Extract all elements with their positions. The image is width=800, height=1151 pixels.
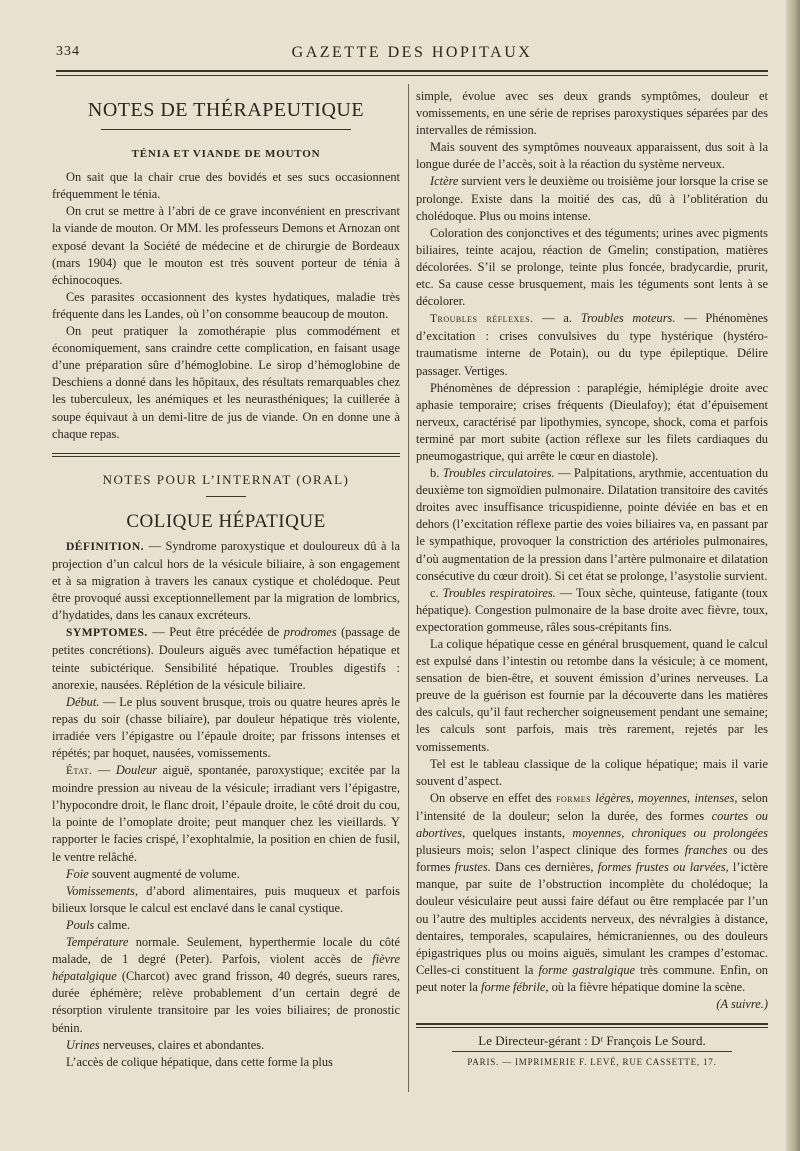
section-title-therapeutique: NOTES DE THÉRAPEUTIQUE — [87, 99, 365, 121]
section-separator — [52, 453, 400, 457]
paragraph-temperature: Température normale. Seulement, hyperthermie locale du côté malade, de 1 degré (Peter). Parfois, violent accès de fièvre hépatalgique (Charcot) avec grand frisson, 40 degrés, sueurs rares, durée éphémère; relève probablement d’un certain degré de résorption virulente transitoire par les voies biliaires; de pronostic bénin. — [52, 935, 400, 1035]
paragraph-pouls: Pouls calme. — [66, 917, 131, 932]
paragraph-etat: État. — Douleur aiguë, spontanée, paroxystique; excitée par la moindre pression au niveau de la vésicule; irradiant vers l’épigastre, l’hypocondre droit, le flanc droit, l’épaule droite, le côté droit du cou, la pointe de l’omoplate droite; peut manquer chez les vieillards. Y rapporter le facies crispé, l’exophtalmie, la position en chien de fusil, le ventre relâché. — [52, 763, 400, 864]
right-column — [416, 88, 768, 1071]
page-edge-shadow — [786, 0, 800, 1151]
section-heading-internat: NOTES POUR L’INTERNAT (ORAL) — [102, 471, 350, 487]
small-rule — [206, 496, 246, 497]
page-header — [56, 44, 768, 64]
paragraph-foie: Foie souvent augmenté de volume. — [66, 866, 240, 881]
paragraph-vomissements: Vomissements, d’abord alimentaires, puis muqueux et parfois bilieux lorsque le calcul est enclavé dans le canal cystique. — [52, 883, 400, 915]
paragraph-respiratoires: c. Troubles respiratoires. — Toux sèche, quinteuse, fatigante (toux hépatique). Congestion pulmonaire de la base droite avec fièvre, toux, expectoration gommeuse, râles sous-crépitants fins. — [416, 585, 768, 634]
paragraph-formes: On observe en effet des formes légères, moyennes, intenses, selon l’intensité de la douleur; selon la durée, des formes courtes ou abortives, quelques instants, moyennes, chroniques ou prolongées plusieurs mois; selon l’aspect clinique des formes franches ou des formes frustes. Dans ces dernières, formes frustes ou larvées, l’ictère manque, par suite de l’obstruction incomplète du cholédoque; la douleur vésiculaire peut aussi faire défaut ou être remplacée par l’un ou l’autre des multiples accidents nerveux, des névralgies à distance, dentaires, temporales, scapulaires, hémicraniennes, ou des douleurs épigastriques plus ou moins aiguës, simulant les crampes d’estomac. Celles-ci constituent la forme gastralgique très commune. Enfin, on peut noter la forme fébrile, où la fièvre hépatique domine la scène. (A suivre.) — [416, 790, 768, 996]
a-suivre: (A suivre.) — [716, 996, 768, 1011]
symptomes-label: SYMPTOMES. — [66, 627, 148, 640]
header-rule-thin — [56, 75, 768, 76]
paragraph-ictere: Ictère survient vers le deuxième ou troisième jour lorsque la crise se prolonge. Existe dans la moitié des cas, dû à l’oblitération du cholédoque. Plus ou moins intense. — [416, 174, 768, 223]
page-number: 334 — [56, 44, 80, 59]
directeur-gerant: Le Directeur-gérant : Dʳ François Le Sourd. — [478, 1033, 706, 1049]
paragraph: Coloration des conjonctives et des téguments; urines avec pigments biliaires, teinte acajou, réaction de Gmelin; constipation, matières décolorées. S’il se prolonge, teinte plus foncée, bradycardie, prurit, etc. Sa cause cesse brusquement, mais les téguments sont lents à se décolorer. — [416, 225, 768, 309]
paragraph-symptomes: SYMPTOMES. — Peut être précédée de prodromes (passage de petites concrétions). Douleurs aiguës avec tuméfaction hépatique et teinte subictérique. Sensibilité hépatique. Troubles digestifs : anorexie, nausées. Réplétion de la vésicule biliaire. — [52, 625, 400, 692]
paragraph: On peut pratiquer la zomothérapie plus commodément et économiquement, sans craindre cette complication, en faisant usage d’une préparation sûre d’hémoglobine. Le sirop d’hémoglobine de Deschiens a donné dans les hôpitaux, des résultats remarquables chez les tuberculeux, les anémiques et les neurasthéniques; la cuillerée à soupe équivaut à un demi-litre de jus de viande. On en donne une à chaque repas. — [52, 324, 400, 441]
definition-label: DÉFINITION. — [66, 540, 145, 553]
paragraph: Mais souvent des symptômes nouveaux apparaissent, dus soit à la longue durée de l’accès, soit à la réaction du système nerveux. — [416, 140, 768, 172]
title-rule — [101, 129, 351, 130]
imprimerie-line: PARIS. — IMPRIMERIE F. LEVÉ, RUE CASSETTE, 17. — [467, 1057, 717, 1068]
footer-rule-thick — [416, 1023, 768, 1025]
header-rule-thick — [56, 70, 768, 72]
column-divider — [408, 84, 409, 1092]
paragraph: Ces parasites occasionnent des kystes hydatiques, maladie très fréquente dans les Landes, où l’on consomme beaucoup de mouton. — [52, 289, 400, 321]
paragraph: simple, évolue avec ses deux grands symptômes, douleur et vomissements, en une série de reprises paroxystiques séparées par des intervalles de rémission. — [416, 89, 768, 138]
imprimerie-rule — [452, 1051, 732, 1052]
paragraph: On sait que la chair crue des bovidés et ses sucs occasionnent fréquemment le ténia. — [52, 170, 400, 202]
article-title-colique: COLIQUE HÉPATIQUE — [126, 510, 326, 532]
paragraph: On crut se mettre à l’abri de ce grave inconvénient en prescrivant la viande de mouton. Or MM. les professeurs Demons et Arnozan ont exposé devant la Société de médecine et de chirurgie de Bordeaux (mars 1904) que le mouton est très souvent porteur de ténia à échinocoques. — [52, 204, 400, 287]
left-column — [52, 86, 400, 1071]
journal-title: GAZETTE DES HOPITAUX — [291, 44, 533, 61]
footer-rule-thin — [416, 1027, 768, 1028]
paragraph-acces: L’accès de colique hépatique, dans cette forme la plus — [66, 1054, 333, 1069]
paragraph-debut: Début. — Le plus souvent brusque, trois ou quatre heures après le repas du soir (chasse biliaire), par douleur hépatique très violente, irradiée vers l’épigastre ou l’épaule droite; par frissons intenses et répétés; par hoquet, nausées, vomissements. — [52, 694, 400, 760]
paragraph: La colique hépatique cesse en général brusquement, quand le calcul est expulsé dans l’intestin ou retombe dans la vésicule; à ce moment, sensation de bien-être, et souvent émission d’urines nerveuses. La preuve de la guérison est fournie par la découverte dans les matières des calculs, qu’il faut rechercher soigneusement pendant une semaine; les calculs sont parfois, mais très rarement, rejetés par les vomissements. — [416, 637, 768, 754]
paragraph-troubles-reflexes: Troubles réflexes. — a. Troubles moteurs. — Phénomènes d’excitation : crises convulsives du type hystérique (hystéro-traumatisme interne de Potain), ou du type épileptique. Délire passager. Vertiges. — [416, 311, 769, 378]
article-subtitle: TÉNIA ET VIANDE DE MOUTON — [131, 148, 321, 161]
paragraph: Phénomènes de dépression : paraplégie, hémiplégie droite avec aphasie temporaire; crises fréquents (Dieulafoy); état d’épuisement nerveux, caractérisé par lipothymies, syncope, shock, coma et parfois terminé par mort subite (action réflexe sur les filets cardiaques du pneumogastrique, qui arrête le cœur en diastole). — [416, 380, 768, 463]
paragraph-urines: Urines nerveuses, claires et abondantes. — [66, 1037, 265, 1052]
paragraph-circulatoires: b. Troubles circulatoires. — Palpitations, arythmie, accentuation du deuxième ton sigmoïdien pulmonaire. Dilatation transitoire des cavités droites avec insuffisance tricuspidienne, pointe déviée en bas et en dehors (l’excitation réflexe partie des voies biliaires va, en passant par le sympathique, provoquer la constriction des artérioles pulmonaires, d’où augmentation de la pression dans l’artère pulmonaire et dilatation consécutive du cœur droit). Si cet état se prolonge, l’asystolie survient. — [416, 466, 769, 583]
paragraph-definition: DÉFINITION. — Syndrome paroxystique et douloureux dû à la projection d’un calcul hors de la vésicule biliaire, à son engagement et à sa migration à travers les canaux cystique et cholédoque. Peut être provoqué aussi exceptionnellement par la migration de lombrics, d’hydatides, dans les canaux excréteurs. — [52, 538, 400, 623]
paragraph: Tel est le tableau classique de la colique hépatique; mais il varie souvent d’aspect. — [416, 756, 768, 788]
